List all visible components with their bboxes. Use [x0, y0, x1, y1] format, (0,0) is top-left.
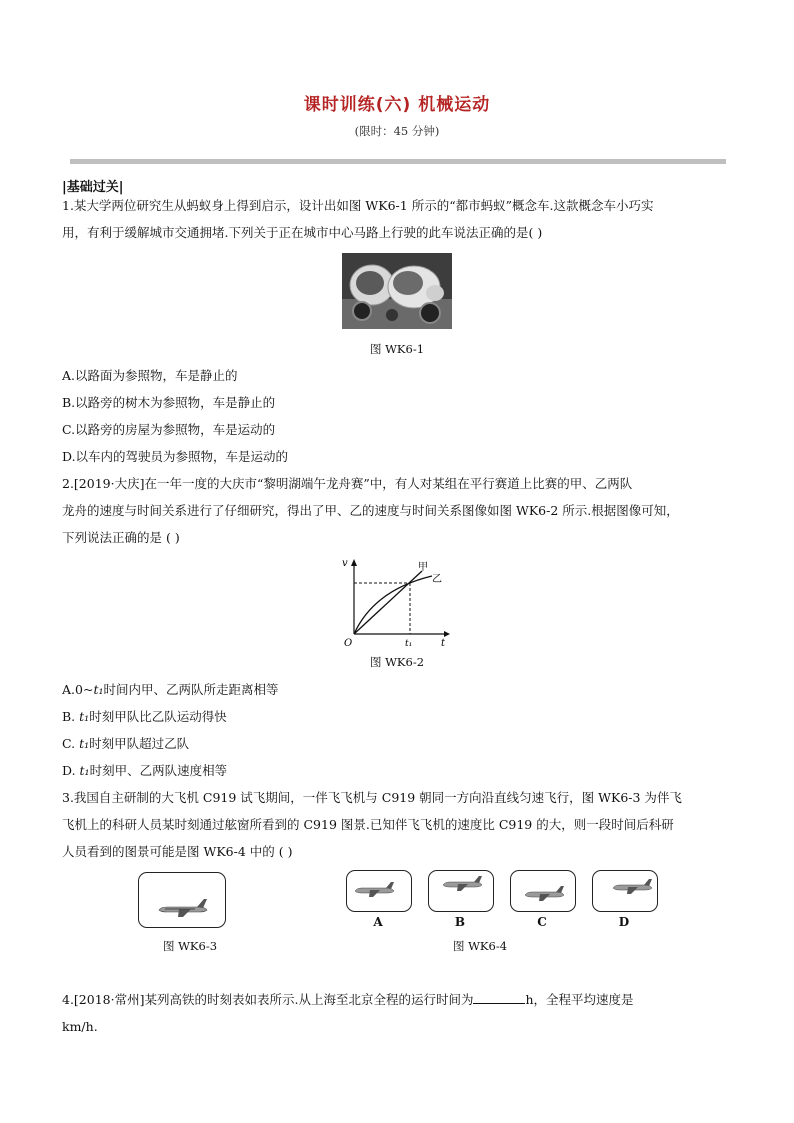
q2-option-a: A.0~t₁时间内甲、乙两队所走距离相等 — [62, 682, 279, 697]
car-illustration — [342, 253, 452, 329]
q3-stem-line3: 人员看到的图景可能是图 WK6-4 中的 ( ) — [62, 844, 293, 859]
t-axis-arrow — [444, 631, 450, 637]
option-a-label: A — [373, 915, 383, 929]
q4-stem-line2: km/h. — [62, 1019, 98, 1034]
option-b-label: B — [454, 915, 466, 929]
airplane-icon — [347, 871, 411, 911]
option-d-window — [592, 870, 658, 912]
option-a-window — [346, 870, 412, 912]
q2-stem-line2: 龙舟的速度与时间关系进行了仔细研究，得出了甲、乙的速度与时间关系图像如图 WK6-2 所示.根据图像可知， — [62, 503, 679, 518]
q1-option-c: C.以路旁的房屋为参照物，车是运动的 — [62, 422, 276, 437]
t1-tick-label: t₁ — [405, 639, 413, 648]
q2-stem-line1: 2.[2019·大庆]在一年一度的大庆市“黎明湖端午龙舟赛”中，有人对某组在平行赛道上比赛的甲、乙两队 — [62, 476, 633, 491]
q3-stem-line2: 飞机上的科研人员某时刻通过舷窗所看到的 C919 图景.已知伴飞飞机的速度比 C919 的大，则一段时间后科研 — [62, 817, 674, 832]
fig-wk6-3-caption: 图 WK6-3 — [162, 939, 218, 953]
v-axis-arrow — [351, 559, 357, 566]
page-title: 课时训练(六) 机械运动 — [303, 95, 491, 115]
airplane-icon — [593, 871, 657, 911]
q1-option-d: D.以车内的驾驶员为参照物，车是运动的 — [62, 449, 289, 464]
v-axis-label: v — [342, 558, 348, 569]
fig-wk6-3-window — [138, 872, 226, 928]
option-d-label: D — [618, 915, 630, 929]
curve-yi-label: 乙 — [432, 574, 442, 585]
q2-stem-line3: 下列说法正确的是 ( ) — [62, 530, 180, 545]
q2-option-b: B. t₁时刻甲队比乙队运动得快 — [62, 709, 227, 724]
curve-yi — [354, 576, 432, 634]
option-c-window — [510, 870, 576, 912]
q4-stem-line1: 4.[2018·常州]某列高铁的时刻表如表所示.从上海至北京全程的运行时间为 h，全程平均速度是 — [62, 992, 634, 1007]
q3-stem-line1: 3.我国自主研制的大飞机 C919 试飞期间，一伴飞飞机与 C919 朝同一方向沿直线匀速飞行，图 WK6-3 为伴飞 — [62, 790, 682, 805]
answer-blank[interactable] — [473, 991, 525, 1004]
section-label: |基础过关| — [62, 180, 124, 195]
origin-label: O — [344, 638, 353, 648]
option-c-label: C — [537, 915, 547, 929]
q1-stem-line1: 1.某大学两位研究生从蚂蚁身上得到启示，设计出如图 WK6-1 所示的“都市蚂蚁”概念车.这款概念车小巧实 — [62, 198, 654, 213]
time-limit: (限时：45 分钟) — [354, 124, 440, 138]
fig-wk6-2-caption: 图 WK6-2 — [369, 655, 425, 669]
airplane-icon — [511, 871, 575, 911]
fig-wk6-4-caption: 图 WK6-4 — [452, 939, 508, 953]
velocity-time-graph — [340, 556, 452, 648]
fig-wk6-1-caption: 图 WK6-1 — [369, 342, 425, 356]
q2-option-d: D. t₁时刻甲、乙两队速度相等 — [62, 763, 228, 778]
q1-option-b: B.以路旁的树木为参照物，车是静止的 — [62, 395, 276, 410]
airplane-icon — [429, 871, 493, 911]
q1-stem-line2: 用，有利于缓解城市交通拥堵.下列关于正在城市中心马路上行驶的此车说法正确的是( ) — [62, 225, 543, 240]
curve-jia — [354, 571, 422, 634]
airplane-icon — [139, 873, 225, 927]
q1-option-a: A.以路面为参照物，车是静止的 — [62, 368, 238, 383]
curve-jia-label: 甲 — [418, 562, 428, 573]
ant-concept-car-photo — [342, 253, 452, 329]
q2-option-c: C. t₁时刻甲队超过乙队 — [62, 736, 190, 751]
option-b-window — [428, 870, 494, 912]
header-divider — [70, 159, 726, 164]
t-axis-label: t — [441, 638, 446, 648]
